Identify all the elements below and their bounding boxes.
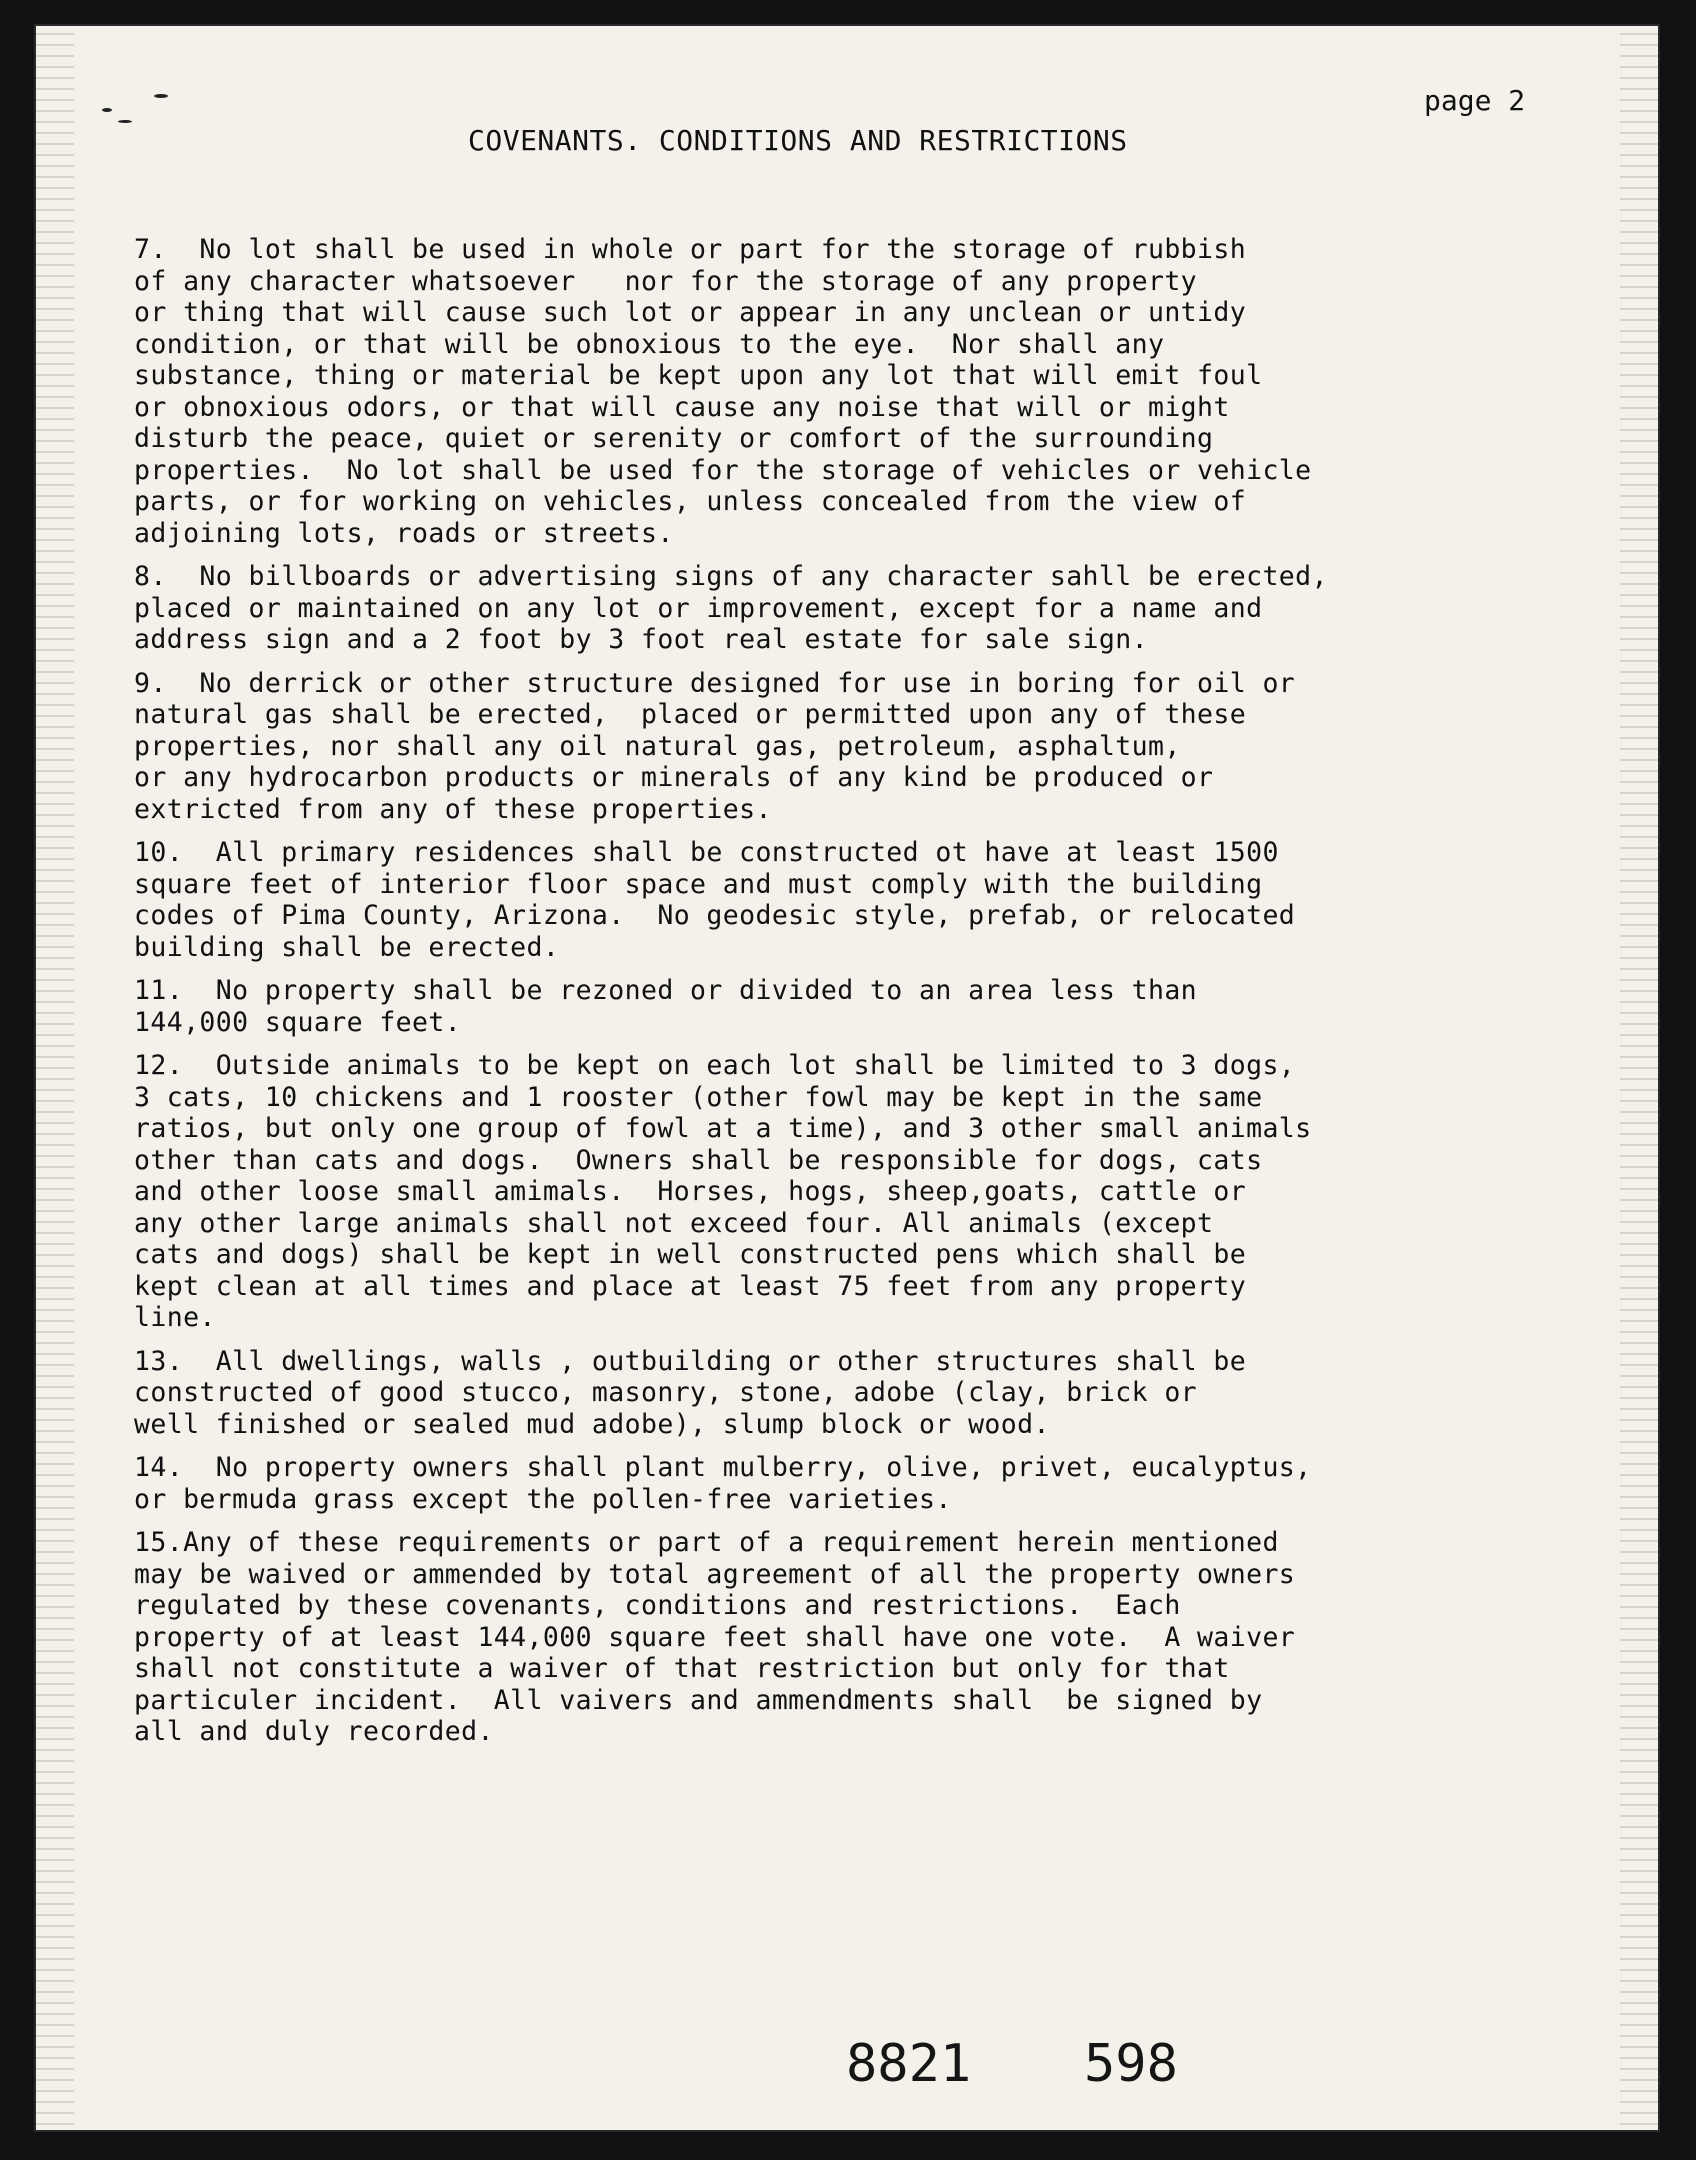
covenant-paragraph <box>134 668 1614 826</box>
paragraph-line: any other large animals shall not exceed four. All animals (except <box>134 1207 1214 1239</box>
paragraph-line: 12. Outside animals to be kept on each lot shall be limited to 3 dogs, <box>134 1050 1296 1081</box>
paragraph-line: properties. No lot shall be used for the storage of vehicles or vehicle <box>134 454 1312 486</box>
paragraph-line: or any hydrocarbon products or minerals of any kind be produced or <box>134 762 1214 793</box>
covenant-paragraph <box>134 837 1614 963</box>
paragraph-line: building shall be erected. <box>134 931 560 963</box>
paragraph-line: condition, or that will be obnoxious to the eye. Nor shall any <box>134 328 1165 360</box>
paragraph-line: adjoining lots, roads or streets. <box>134 517 674 549</box>
paragraph-line: of any character whatsoever nor for the storage of any property <box>134 265 1198 297</box>
paragraph-line: 15.Any of these requirements or part of a requirement herein mentioned <box>134 1527 1279 1558</box>
paragraph-line: properties, nor shall any oil natural gas, petroleum, asphaltum, <box>134 730 1181 762</box>
paragraph-line: codes of Pima County, Arizona. No geodesic style, prefab, or relocated <box>134 900 1296 931</box>
scan-speck <box>118 120 132 123</box>
paragraph-line: parts, or for working on vehicles, unless concealed from the view of <box>134 486 1247 517</box>
scan-speck <box>154 94 168 98</box>
paragraph-line: or bermuda grass except the pollen-free varieties. <box>134 1483 952 1515</box>
paragraph-line: may be waived or ammended by total agreement of all the property owners <box>134 1558 1296 1590</box>
paragraph-line: square feet of interior floor space and must comply with the building <box>134 868 1263 900</box>
docket-number: 8821 <box>846 2034 972 2094</box>
paragraph-line: substance, thing or material be kept upon any lot that will emit foul <box>134 360 1263 391</box>
paragraph-line: or thing that will cause such lot or appear in any unclean or untidy <box>134 297 1247 328</box>
paragraph-line: ratios, but only one group of fowl at a time), and 3 other small animals <box>134 1113 1312 1144</box>
document-page <box>34 24 1660 2132</box>
paragraph-line: 10. All primary residences shall be constructed ot have at least 1500 <box>134 837 1279 868</box>
paragraph-line: 13. All dwellings, walls , outbuilding or other structures shall be <box>134 1345 1247 1377</box>
paragraph-line: 7. No lot shall be used in whole or part for the storage of rubbish <box>134 234 1247 265</box>
paragraph-line: natural gas shall be erected, placed or permitted upon any of these <box>134 699 1247 730</box>
covenant-paragraph <box>134 1050 1614 1334</box>
scan-noise-left <box>34 24 74 2132</box>
document-title: COVENANTS. CONDITIONS AND RESTRICTIONS <box>468 124 1128 157</box>
paragraph-line: 14. No property owners shall plant mulberry, olive, privet, eucalyptus, <box>134 1452 1312 1483</box>
paragraph-line: cats and dogs) shall be kept in well constructed pens which shall be <box>134 1239 1247 1270</box>
paragraph-line: 9. No derrick or other structure designed for use in boring for oil or <box>134 667 1296 699</box>
scan-speck <box>102 108 112 112</box>
paragraph-line: well finished or sealed mud adobe), slump block or wood. <box>134 1408 1050 1440</box>
paragraph-line: extricted from any of these properties. <box>134 793 772 825</box>
covenant-paragraph <box>134 975 1614 1038</box>
scan-noise-right <box>1620 24 1660 2132</box>
covenant-paragraph <box>134 1527 1614 1748</box>
covenant-paragraph <box>134 234 1614 549</box>
paragraph-line: other than cats and dogs. Owners shall be responsible for dogs, cats <box>134 1144 1263 1176</box>
paragraph-line: kept clean at all times and place at least 75 feet from any property <box>134 1270 1247 1302</box>
paragraph-line: placed or maintained on any lot or improvement, except for a name and <box>134 592 1263 624</box>
paragraph-line: all and duly recorded. <box>134 1716 494 1747</box>
page-label: page 2 <box>1424 84 1526 117</box>
paragraph-line: or obnoxious odors, or that will cause any noise that will or might <box>134 391 1230 423</box>
paragraph-line: particuler incident. All vaivers and ammendments shall be signed by <box>134 1684 1263 1716</box>
paragraph-line: disturb the peace, quiet or serenity or comfort of the surrounding <box>134 423 1214 454</box>
paragraph-line: property of at least 144,000 square feet shall have one vote. A waiver <box>134 1621 1296 1653</box>
covenant-paragraph <box>134 1346 1614 1441</box>
paragraph-line: 3 cats, 10 chickens and 1 rooster (other fowl may be kept in the same <box>134 1081 1263 1113</box>
covenant-paragraph <box>134 1452 1614 1515</box>
paragraph-line: 8. No billboards or advertising signs of any character sahll be erected, <box>134 561 1328 592</box>
covenant-paragraph <box>134 561 1614 656</box>
paragraph-line: shall not constitute a waiver of that restriction but only for that <box>134 1653 1230 1684</box>
paragraph-line: and other loose small amimals. Horses, hogs, sheep,goats, cattle or <box>134 1176 1247 1207</box>
covenants-body <box>134 234 1614 1760</box>
paragraph-line: 144,000 square feet. <box>134 1006 462 1038</box>
page-number-stamp: 598 <box>1084 2034 1178 2094</box>
paragraph-line: regulated by these covenants, conditions and restrictions. Each <box>134 1590 1181 1621</box>
paragraph-line: address sign and a 2 foot by 3 foot real estate for sale sign. <box>134 624 1148 655</box>
paragraph-line: constructed of good stucco, masonry, stone, adobe (clay, brick or <box>134 1377 1198 1408</box>
paragraph-line: 11. No property shall be rezoned or divided to an area less than <box>134 975 1198 1006</box>
paragraph-line: line. <box>134 1302 216 1333</box>
